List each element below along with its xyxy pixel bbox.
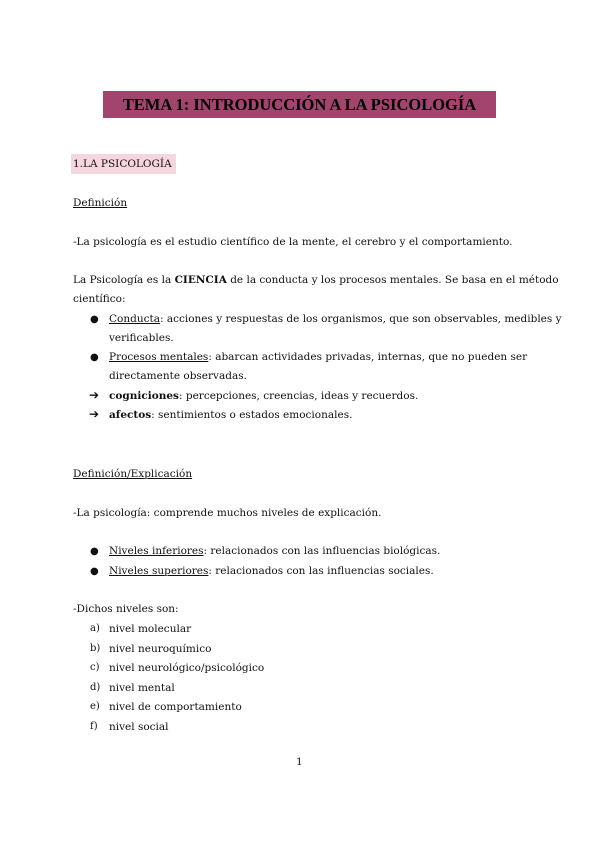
bullet-icon: ● (90, 352, 99, 363)
list-item-procesos-line2: directamente observadas. (109, 370, 247, 382)
definicion-paragraph-1: -La psicología es el estudio científico de la mente, el cerebro y el comportamiento. (73, 236, 513, 248)
list-item-cogniciones: cogniciones: percepciones, creencias, ideas y recuerdos. (109, 390, 419, 402)
list-item-conducta-line2: verificables. (109, 332, 174, 344)
list-item-level: nivel mental (109, 682, 175, 694)
list-marker: d) (90, 682, 101, 693)
list-item-procesos: Procesos mentales: abarcan actividades privadas, internas, que no pueden ser (109, 351, 528, 363)
explicacion-heading: Definición/Explicación (73, 468, 193, 480)
definicion-paragraph-2-line2: científico: (73, 293, 126, 305)
page-number: 1 (296, 756, 303, 768)
list-item-niveles-inferiores: Niveles inferiores: relacionados con las influencias biológicas. (109, 545, 441, 557)
list-item-conducta: Conducta: acciones y respuestas de los organismos, que son observables, medibles y (109, 313, 562, 325)
list-item-level: nivel de comportamiento (109, 701, 242, 713)
list-marker: a) (90, 623, 100, 634)
list-marker: b) (90, 643, 101, 654)
list-item-level: nivel neuroquímico (109, 643, 212, 655)
list-item-niveles-superiores: Niveles superiores: relacionados con las influencias sociales. (109, 565, 434, 577)
list-item-afectos: afectos: sentimientos o estados emocionales. (109, 409, 353, 421)
page-title: TEMA 1: INTRODUCCIÓN A LA PSICOLOGÍA (103, 91, 496, 118)
list-item-level: nivel social (109, 721, 169, 733)
list-marker: c) (90, 662, 100, 673)
list-item-level: nivel molecular (109, 623, 192, 635)
arrow-icon: ➔ (89, 388, 100, 402)
explicacion-paragraph-1: -La psicología: comprende muchos niveles de explicación. (73, 507, 382, 519)
bullet-icon: ● (90, 546, 99, 557)
list-marker: f) (90, 721, 98, 732)
bullet-icon: ● (90, 566, 99, 577)
definicion-paragraph-2: La Psicología es la CIENCIA de la conducta y los procesos mentales. Se basa en el método (73, 274, 559, 286)
bullet-icon: ● (90, 314, 99, 325)
explicacion-paragraph-2: -Dichos niveles son: (73, 603, 179, 615)
list-marker: e) (90, 701, 100, 712)
arrow-icon: ➔ (89, 407, 100, 421)
definicion-heading: Definición (73, 197, 128, 209)
list-item-level: nivel neurológico/psicológico (109, 662, 265, 674)
section-heading: 1.LA PSICOLOGÍA (71, 154, 176, 174)
